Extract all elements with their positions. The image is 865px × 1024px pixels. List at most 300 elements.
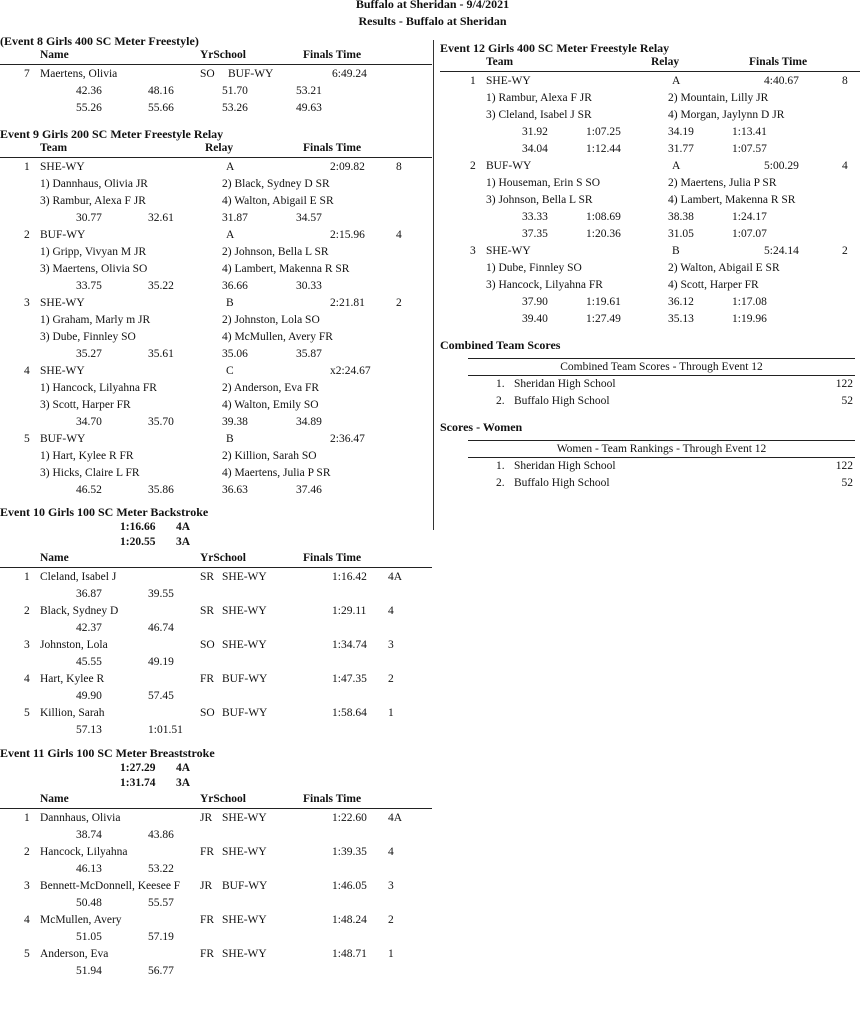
points: 8 <box>842 75 848 87</box>
rank: 2. <box>496 395 505 407</box>
relay-swimmers-row <box>0 380 432 397</box>
swimmer-name: Anderson, Eva <box>40 948 109 960</box>
table-title: Combined Team Scores - Through Event 12 <box>468 359 855 376</box>
place: 2 <box>470 160 476 172</box>
finals-time: 2:09.82 <box>330 161 365 173</box>
split: 1:19.61 <box>586 296 621 308</box>
score-row <box>468 475 855 492</box>
header-name: Name <box>40 793 69 805</box>
swimmer: 1) Houseman, Erin S SO <box>486 177 601 189</box>
relay-results <box>0 159 432 499</box>
split: 1:07.25 <box>586 126 621 138</box>
header-yrschool: YrSchool <box>200 552 246 564</box>
split: 37.90 <box>522 296 548 308</box>
finals-time: 1:16.42 <box>332 571 367 583</box>
split: 1:27.49 <box>586 313 621 325</box>
split: 1:01.51 <box>148 724 183 736</box>
school: BUF-WY <box>228 68 274 80</box>
relay-swimmers-row <box>0 448 432 465</box>
finals-time: 1:48.71 <box>332 948 367 960</box>
standard-row <box>0 535 432 550</box>
relay-swimmers-row <box>0 176 432 193</box>
swimmer-name: McMullen, Avery <box>40 914 122 926</box>
split: 57.19 <box>148 931 174 943</box>
relay-swimmers-row <box>0 193 432 210</box>
split: 46.52 <box>76 484 102 496</box>
split-row <box>0 414 432 431</box>
place: 1 <box>24 812 30 824</box>
event-title: Event 10 Girls 100 SC Meter Backstroke <box>0 505 209 519</box>
points: 3 <box>388 880 394 892</box>
split: 34.89 <box>296 416 322 428</box>
school: SHE-WY <box>222 948 267 960</box>
women-scores-title: Scores - Women <box>440 420 523 434</box>
split: 39.38 <box>222 416 248 428</box>
team-name: Buffalo High School <box>514 395 610 407</box>
swimmer: 4) Lambert, Makenna R SR <box>668 194 796 206</box>
team-name: SHE-WY <box>40 297 85 309</box>
place: 5 <box>24 433 30 445</box>
score: 52 <box>841 477 853 489</box>
team-name: SHE-WY <box>40 161 85 173</box>
place: 4 <box>24 365 30 377</box>
finals-time: 1:34.74 <box>332 639 367 651</box>
split-row <box>0 963 432 980</box>
finals-time: x2:24.67 <box>330 365 371 377</box>
header-yrschool: YrSchool <box>200 49 246 61</box>
split: 49.19 <box>148 656 174 668</box>
split: 57.45 <box>148 690 174 702</box>
split: 38.74 <box>76 829 102 841</box>
school: BUF-WY <box>222 707 268 719</box>
relay-swimmers-row <box>440 90 860 107</box>
school: BUF-WY <box>222 673 268 685</box>
place: 3 <box>24 639 30 651</box>
split: 55.57 <box>148 897 174 909</box>
split: 57.13 <box>76 724 102 736</box>
standard-time: 1:27.29 <box>120 762 156 774</box>
year: FR <box>200 948 215 960</box>
result-row <box>0 671 432 688</box>
split: 1:08.69 <box>586 211 621 223</box>
split: 49.63 <box>296 102 322 114</box>
swimmer: 4) Maertens, Julia P SR <box>222 467 331 479</box>
school: SHE-WY <box>222 846 267 858</box>
split: 31.77 <box>668 143 694 155</box>
finals-time: 2:36.47 <box>330 433 365 445</box>
split: 42.37 <box>76 622 102 634</box>
event-title: Event 11 Girls 100 SC Meter Breaststroke <box>0 746 215 760</box>
split: 36.66 <box>222 280 248 292</box>
header-relay: Relay <box>205 142 234 154</box>
swimmer: 4) Walton, Emily SO <box>222 399 319 411</box>
relay-team-row <box>0 227 432 244</box>
swimmer: 2) Walton, Abigail E SR <box>668 262 780 274</box>
split: 37.35 <box>522 228 548 240</box>
swimmer: 4) Walton, Abigail E SR <box>222 195 334 207</box>
points: 2 <box>396 297 402 309</box>
split: 1:07.57 <box>732 143 767 155</box>
split-row <box>0 688 432 705</box>
header-time: Finals Time <box>303 142 362 154</box>
finals-time: 2:21.81 <box>330 297 365 309</box>
school: SHE-WY <box>222 914 267 926</box>
result-row <box>0 603 432 620</box>
swimmer: 1) Dannhaus, Olivia JR <box>40 178 148 190</box>
result-row <box>0 878 432 895</box>
event-title: (Event 8 Girls 400 SC Meter Freestyle) <box>0 34 199 48</box>
score-row <box>468 458 855 475</box>
finals-time: 1:58.64 <box>332 707 367 719</box>
split-row <box>440 226 860 243</box>
split: 49.90 <box>76 690 102 702</box>
header-team: Team <box>40 142 68 154</box>
relay-letter: C <box>226 365 234 377</box>
year: JR <box>200 880 213 892</box>
relay-letter: B <box>672 245 680 257</box>
result-row <box>0 844 432 861</box>
split: 53.21 <box>296 85 322 97</box>
finals-time: 5:00.29 <box>764 160 799 172</box>
swimmer-name: Johnston, Lola <box>40 639 108 651</box>
swimmer: 1) Rambur, Alexa F JR <box>486 92 592 104</box>
place: 1 <box>24 161 30 173</box>
split: 35.22 <box>148 280 174 292</box>
swimmer: 2) Maertens, Julia P SR <box>668 177 777 189</box>
header-rule <box>0 157 432 158</box>
standard-time: 1:16.66 <box>120 521 156 533</box>
event-9 <box>0 126 432 499</box>
relay-team-row <box>0 431 432 448</box>
place: 4 <box>24 673 30 685</box>
swimmer-name: Cleland, Isabel J <box>40 571 117 583</box>
year: FR <box>200 846 215 858</box>
points: 3 <box>388 639 394 651</box>
split: 55.66 <box>148 102 174 114</box>
standard-label: 3A <box>176 536 191 548</box>
standard-row <box>0 776 432 791</box>
event-title: Event 12 Girls 400 SC Meter Freestyle Relay <box>440 41 670 55</box>
standard-time: 1:31.74 <box>120 777 156 789</box>
year: SO <box>200 68 215 80</box>
relay-letter: A <box>672 75 681 87</box>
swimmer-name: Dannhaus, Olivia <box>40 812 121 824</box>
swimmer-name: Black, Sydney D <box>40 605 119 617</box>
split: 1:17.08 <box>732 296 767 308</box>
split: 1:07.07 <box>732 228 767 240</box>
place: 1 <box>470 75 476 87</box>
score-row <box>468 393 855 410</box>
swimmer: 3) Dube, Finnley SO <box>40 331 136 343</box>
standard-label: 3A <box>176 777 191 789</box>
place: 7 <box>24 68 30 80</box>
left-column <box>0 33 432 980</box>
event-title: Event 9 Girls 200 SC Meter Freestyle Relay <box>0 127 224 141</box>
relay-team-row <box>440 73 860 90</box>
standard-time: 1:20.55 <box>120 536 156 548</box>
swimmer: 2) Anderson, Eva FR <box>222 382 320 394</box>
rank: 2. <box>496 477 505 489</box>
standard-label: 4A <box>176 762 191 774</box>
header-rule <box>0 64 432 65</box>
result-row <box>0 912 432 929</box>
header-yrschool: YrSchool <box>200 793 246 805</box>
split: 1:24.17 <box>732 211 767 223</box>
meet-title: Buffalo at Sheridan - 9/4/2021 <box>355 0 510 11</box>
relay-swimmers-row <box>440 175 860 192</box>
split: 36.12 <box>668 296 694 308</box>
result-row <box>0 705 432 722</box>
relay-swimmers-row <box>0 261 432 278</box>
results-title: Results - Buffalo at Sheridan <box>358 14 507 28</box>
split: 35.13 <box>668 313 694 325</box>
school: BUF-WY <box>222 880 268 892</box>
swimmer: 1) Dube, Finnley SO <box>486 262 582 274</box>
split: 1:20.36 <box>586 228 621 240</box>
split: 51.70 <box>222 85 248 97</box>
rank: 1. <box>496 460 505 472</box>
individual-results <box>0 810 432 980</box>
swimmer: 3) Scott, Harper FR <box>40 399 131 411</box>
split-row <box>440 124 860 141</box>
split: 1:12.44 <box>586 143 621 155</box>
split: 53.26 <box>222 102 248 114</box>
combined-scores-title: Combined Team Scores <box>440 338 561 352</box>
split-row <box>0 654 432 671</box>
women-scores-table <box>468 440 855 492</box>
swimmer-name: Hancock, Lilyahna <box>40 846 128 858</box>
column-headers <box>440 56 860 71</box>
split-row <box>440 141 860 158</box>
split-row <box>0 346 432 363</box>
split: 51.05 <box>76 931 102 943</box>
finals-time: 1:22.60 <box>332 812 367 824</box>
swimmer: 1) Hart, Kylee R FR <box>40 450 134 462</box>
header-team: Team <box>486 56 514 68</box>
standard-row <box>0 520 432 535</box>
split-row <box>440 294 860 311</box>
split: 48.16 <box>148 85 174 97</box>
split: 31.05 <box>668 228 694 240</box>
relay-letter: A <box>226 161 235 173</box>
result-row <box>0 946 432 963</box>
swimmer-name: Maertens, Olivia <box>40 68 118 80</box>
team-name: SHE-WY <box>486 245 531 257</box>
standard-row <box>0 761 432 776</box>
swimmer: 4) Morgan, Jaylynn D JR <box>668 109 785 121</box>
school: SHE-WY <box>222 571 267 583</box>
column-headers <box>0 142 432 157</box>
split: 38.38 <box>668 211 694 223</box>
score: 52 <box>841 395 853 407</box>
team-name: Sheridan High School <box>514 460 616 472</box>
year: FR <box>200 914 215 926</box>
score: 122 <box>835 378 853 390</box>
points: 1 <box>388 707 394 719</box>
team-name: BUF-WY <box>40 229 86 241</box>
split: 37.46 <box>296 484 322 496</box>
header-time: Finals Time <box>749 56 808 68</box>
finals-time: 1:47.35 <box>332 673 367 685</box>
points: 4 <box>388 846 394 858</box>
result-row <box>0 810 432 827</box>
place: 2 <box>24 846 30 858</box>
relay-results <box>440 73 860 328</box>
relay-team-row <box>0 363 432 380</box>
swimmer: 2) Johnston, Lola SO <box>222 314 320 326</box>
school: SHE-WY <box>222 605 267 617</box>
swimmer-name: Hart, Kylee R <box>40 673 105 685</box>
school: SHE-WY <box>222 639 267 651</box>
event-11 <box>0 745 432 980</box>
column-headers <box>0 793 432 808</box>
relay-swimmers-row <box>0 465 432 482</box>
place: 2 <box>24 229 30 241</box>
finals-time: 2:15.96 <box>330 229 365 241</box>
split: 35.06 <box>222 348 248 360</box>
split-row <box>0 482 432 499</box>
split: 43.86 <box>148 829 174 841</box>
header-rule <box>0 808 432 809</box>
split: 34.04 <box>522 143 548 155</box>
relay-team-row <box>440 243 860 260</box>
split: 35.87 <box>296 348 322 360</box>
split-row <box>0 586 432 603</box>
swimmer: 3) Hicks, Claire L FR <box>40 467 140 479</box>
split: 55.26 <box>76 102 102 114</box>
split: 35.70 <box>148 416 174 428</box>
relay-team-row <box>0 159 432 176</box>
swimmer: 1) Graham, Marly m JR <box>40 314 151 326</box>
score-row <box>468 376 855 393</box>
place: 1 <box>24 571 30 583</box>
split: 46.13 <box>76 863 102 875</box>
year: JR <box>200 812 213 824</box>
points: 4 <box>396 229 402 241</box>
finals-time: 1:48.24 <box>332 914 367 926</box>
split: 31.92 <box>522 126 548 138</box>
place: 4 <box>24 914 30 926</box>
finals-time: 1:29.11 <box>332 605 367 617</box>
finals-time: 5:24.14 <box>764 245 799 257</box>
year: SO <box>200 639 215 651</box>
split: 30.33 <box>296 280 322 292</box>
event-10 <box>0 504 432 739</box>
relay-swimmers-row <box>0 329 432 346</box>
header-rule <box>440 71 860 72</box>
swimmer: 2) Johnson, Bella L SR <box>222 246 329 258</box>
relay-letter: B <box>226 297 234 309</box>
swimmer: 3) Rambur, Alexa F JR <box>40 195 146 207</box>
split: 56.77 <box>148 965 174 977</box>
column-divider <box>433 40 434 530</box>
finals-time: 4:40.67 <box>764 75 799 87</box>
result-row <box>0 569 432 586</box>
split: 1:13.41 <box>732 126 767 138</box>
team-name: Sheridan High School <box>514 378 616 390</box>
points: 4 <box>842 160 848 172</box>
split: 34.70 <box>76 416 102 428</box>
table-title: Women - Team Rankings - Through Event 12 <box>468 441 855 458</box>
relay-swimmers-row <box>0 244 432 261</box>
place: 5 <box>24 948 30 960</box>
points: 1 <box>388 948 394 960</box>
swimmer: 3) Cleland, Isabel J SR <box>486 109 592 121</box>
place: 3 <box>24 880 30 892</box>
place: 3 <box>24 297 30 309</box>
split: 45.55 <box>76 656 102 668</box>
swimmer: 2) Black, Sydney D SR <box>222 178 330 190</box>
team-name: SHE-WY <box>40 365 85 377</box>
points: 2 <box>388 673 394 685</box>
split-row <box>0 83 432 100</box>
relay-swimmers-row <box>440 260 860 277</box>
split-row <box>440 311 860 328</box>
place: 5 <box>24 707 30 719</box>
points: 4 <box>388 605 394 617</box>
score: 122 <box>835 460 853 472</box>
relay-swimmers-row <box>0 312 432 329</box>
points: 8 <box>396 161 402 173</box>
split: 39.40 <box>522 313 548 325</box>
year: FR <box>200 673 215 685</box>
relay-team-row <box>0 295 432 312</box>
relay-swimmers-row <box>440 192 860 209</box>
split: 34.19 <box>668 126 694 138</box>
header-rule <box>0 567 432 568</box>
swimmer: 4) McMullen, Avery FR <box>222 331 333 343</box>
relay-swimmers-row <box>440 277 860 294</box>
split: 31.87 <box>222 212 248 224</box>
split: 35.86 <box>148 484 174 496</box>
finals-time: 1:39.35 <box>332 846 367 858</box>
swimmer: 2) Killion, Sarah SO <box>222 450 317 462</box>
team-name: BUF-WY <box>486 160 532 172</box>
points: 4A <box>388 571 403 583</box>
column-headers <box>0 552 432 567</box>
individual-results <box>0 569 432 739</box>
split-row <box>0 210 432 227</box>
points: 2 <box>388 914 394 926</box>
split-row <box>0 100 432 117</box>
relay-letter: A <box>226 229 235 241</box>
place: 3 <box>470 245 476 257</box>
event-12 <box>440 40 860 328</box>
swimmer: 3) Hancock, Lilyahna FR <box>486 279 603 291</box>
swimmer: 3) Johnson, Bella L SR <box>486 194 593 206</box>
split-row <box>0 827 432 844</box>
swimmer-name: Killion, Sarah <box>40 707 105 719</box>
header-time: Finals Time <box>303 552 362 564</box>
split: 51.94 <box>76 965 102 977</box>
split: 42.36 <box>76 85 102 97</box>
year: SR <box>200 571 215 583</box>
split-row <box>0 722 432 739</box>
finals-time: 6:49.24 <box>332 68 367 80</box>
split: 39.55 <box>148 588 174 600</box>
swimmer: 4) Scott, Harper FR <box>668 279 759 291</box>
swimmer: 3) Maertens, Olivia SO <box>40 263 148 275</box>
swimmer: 4) Lambert, Makenna R SR <box>222 263 350 275</box>
year: SO <box>200 707 215 719</box>
relay-team-row <box>440 158 860 175</box>
split: 35.27 <box>76 348 102 360</box>
team-name: BUF-WY <box>40 433 86 445</box>
split-row <box>0 861 432 878</box>
split: 36.87 <box>76 588 102 600</box>
header-relay: Relay <box>651 56 680 68</box>
split: 30.77 <box>76 212 102 224</box>
